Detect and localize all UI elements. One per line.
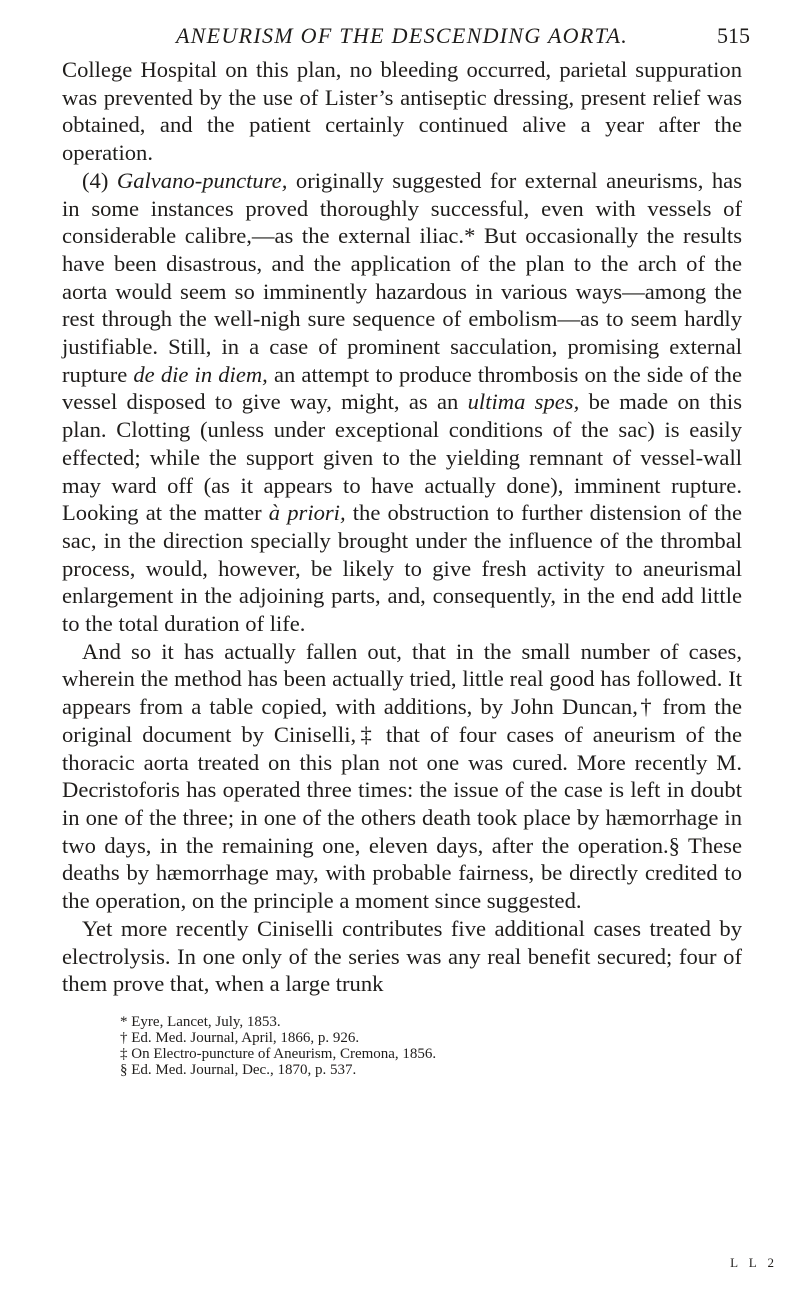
- text-run: (4): [82, 167, 117, 193]
- printer-signature-mark: L L 2: [730, 1255, 778, 1270]
- text-run: College Hospital on this plan, no bleeding occurred, parietal suppuration was prevented by the use of Lister’s antiseptic dressing, present relief was obtained, and the patient certainly continued alive a year after the operation.: [62, 57, 742, 166]
- paragraph: [62, 915, 742, 998]
- italic-phrase: de die in diem,: [133, 361, 268, 387]
- text-run: an attempt to produce thrombosis on the side of the vessel disposed to give way, might, as an: [62, 361, 742, 415]
- book-page: [62, 16, 750, 1078]
- text-run: Yet more recently Ciniselli contributes five additional cases treated by electrolysis. In one only of the series was any real benefit secured; four of them prove that, when a large trunk: [62, 915, 742, 997]
- paragraph: [62, 638, 742, 915]
- text-run: the obstruction to further distension of the sac, in the direction specially brought under the influence of the thrombal process, would, however, be likely to give fresh activity to aneurismal enlargement in the adjoining parts, and, consequently, in the end add little to the total duration of life.: [62, 500, 743, 637]
- text-run: originally suggested for external aneurisms, has in some instances proved thoroughly successful, even with vessels of considerable calibre,—as the external iliac.* But occasionally the results have been disastrous, and the application of the plan to the arch of the aorta would seem so imminently hazardous in various ways—among the rest through the well-nigh sure sequence of embolism—as to seem hardly justifiable. Still, in a case of prominent sacculation, promising external rupture: [62, 167, 742, 387]
- text-run: be made on this plan. Clotting (unless under exceptional conditions of the sac) is easily effected; while the support given to the yielding remnant of vessel-wall may ward off (as it appears to have actually done), imminent rupture. Looking at the matter: [62, 389, 742, 526]
- paragraph: [62, 56, 742, 167]
- body-text: [62, 56, 742, 998]
- footnote: † Ed. Med. Journal, April, 1866, p. 926.: [120, 1029, 360, 1046]
- footnote: § Ed. Med. Journal, Dec., 1870, p. 537.: [120, 1061, 357, 1078]
- paragraph: [62, 167, 742, 638]
- italic-phrase: Galvano-puncture,: [116, 167, 288, 193]
- footnote: * Eyre, Lancet, July, 1853.: [120, 1013, 281, 1030]
- running-title: ANEURISM OF THE DESCENDING AORTA.: [175, 23, 629, 48]
- page-number: 515: [717, 23, 750, 48]
- footnote: ‡ On Electro-puncture of Aneurism, Cremona, 1856.: [120, 1045, 437, 1062]
- footnotes: [62, 1014, 742, 1078]
- text-run: And so it has actually fallen out, that in the small number of cases, wherein the method has been actually tried, little real good has followed. It appears from a table copied, with additions, by John Duncan,† from the original document by Ciniselli,‡ that of four cases of aneurism of the thoracic aorta treated on this plan not one was cured. More recently M. Decristoforis has operated three times: the issue of the case is left in doubt in one of the three; in one of the others death took place by hæmorrhage in two days, in the remaining one, eleven days, after the operation.§ These deaths by hæmorrhage may, with probable fairness, be directly credited to the operation, on the principle a moment since suggested.: [62, 638, 742, 914]
- italic-phrase: ultima spes,: [467, 389, 580, 415]
- italic-phrase: à priori,: [268, 500, 346, 526]
- running-header: [62, 16, 750, 56]
